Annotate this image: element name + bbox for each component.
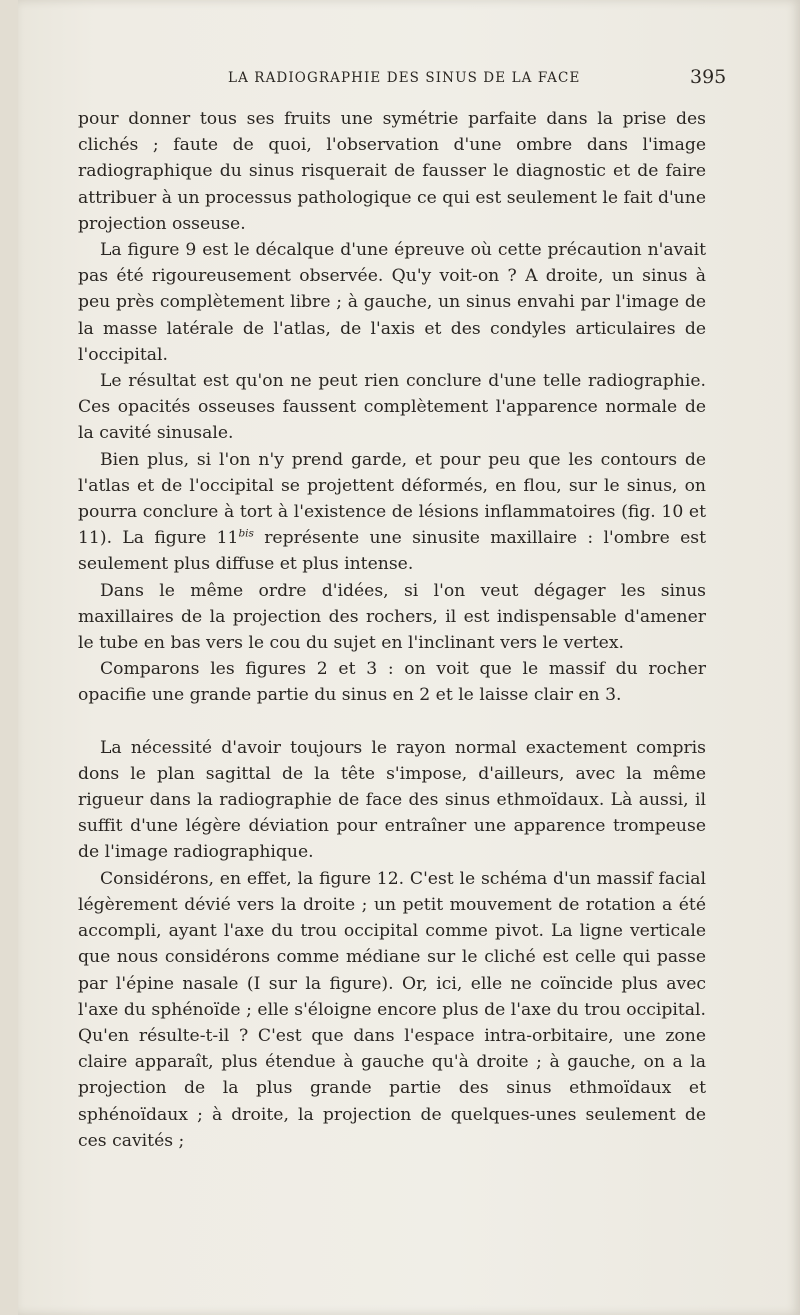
page-number: 395: [690, 66, 727, 88]
paragraph-figure-12: Considérons, en effet, la figure 12. C'est le schéma d'un massif facial légèrement dévié vers la droite ; un petit mouvement de rotation a été accompli, ayant l'axe du trou occipital comme pivot. La ligne verticale que nous considérons comme médiane sur le cliché est celle qui passe par l'épine nasale (I sur la figure). Or, ici, elle ne coïncide plus avec l'axe du sphénoïde ; elle s'éloigne encore plus de l'axe du trou occipital. Qu'en résulte-t-il ? C'est que dans l'espace intra-orbitaire, une zone claire apparaît, plus étendue à gauche qu'à droite ; à gauche, on a la projection de la plus grande partie des sinus ethmoïdaux et sphénoïdaux ; à droite, la projection de quelques-unes seulement de ces cavités ;: [78, 868, 706, 1151]
paragraph-figure-11-text-a: Bien plus, si l'on n'y prend garde, et pour peu que les contours de l'atlas et de l'occipital se projettent déformés, en flou, sur le sinus, on pourra conclure à tort à l'existence de lésions inflammatoires (fig. 10 et 11). La figure 11: [78, 449, 706, 549]
paragraph-figure-9: La figure 9 est le décalque d'une épreuve où cette précaution n'avait pas été rigoureusement observée. Qu'y voit-on ? A droite, un sinus à peu près complètement libre ; à gauche, un sinus envahi par l'image de la masse latérale de l'atlas, de l'axis et des condyles articulaires de l'occipital.: [78, 240, 706, 365]
paragraph-result: Le résultat est qu'on ne peut rien conclure d'une telle radiographie. Ces opacités osseuses faussent complètement l'apparence normale de la cavité sinusale.: [78, 371, 706, 444]
bis-superscript: bis: [238, 527, 254, 540]
paragraph-figures-2-3: Comparons les figures 2 et 3 : on voit que le massif du rocher opacifie une grande partie du sinus en 2 et le laisse clair en 3.: [78, 659, 706, 706]
paragraph-figure-11-text-b: représente une sinusite maxillaire : l'ombre est seulement plus diffuse et plus intense.: [78, 528, 706, 575]
paragraph-figure-11: [78, 447, 706, 578]
running-head: LA RADIOGRAPHIE DES SINUS DE LA FACE: [228, 70, 581, 86]
body-text: [78, 106, 706, 1154]
paragraph-continuation: pour donner tous ses fruits une symétrie parfaite dans la prise des clichés ; faute de quoi, l'observation d'une ombre dans l'image radiographique du sinus risquerait de fausser le diagnostic et de faire attribuer à un processus pathologique ce qui est seulement le fait d'une projection osseuse.: [78, 109, 706, 234]
paragraph-ethmoid: La nécessité d'avoir toujours le rayon normal exactement compris dons le plan sagittal de la tête s'impose, d'ailleurs, avec la même rigueur dans la radiographie de face des sinus ethmoïdaux. Là aussi, il suffit d'une légère déviation pour entraîner une apparence trompeuse de l'image radiographique.: [78, 737, 706, 863]
paragraph-rochers: Dans le même ordre d'idées, si l'on veut dégager les sinus maxillaires de la projection des rochers, il est indispensable d'amener le tube en bas vers le cou du sujet en l'inclinant vers le vertex.: [78, 580, 706, 654]
